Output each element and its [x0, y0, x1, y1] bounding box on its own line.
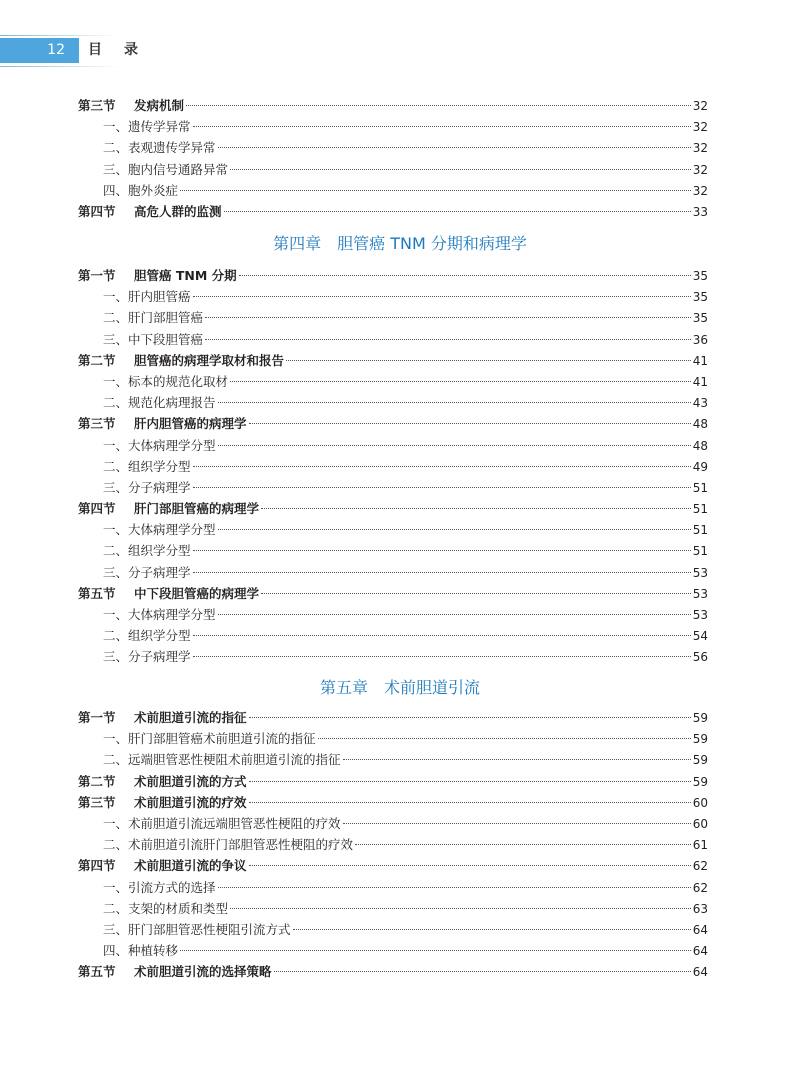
toc-subsection-entry[interactable] [78, 646, 708, 667]
subsection-title: 一、大体病理学分型 [103, 522, 216, 538]
toc-subsection-entry[interactable] [78, 898, 708, 919]
toc-section-entry[interactable] [78, 707, 708, 728]
page-ref: 54 [692, 629, 708, 644]
section-title: 术前胆道引流的争议 [134, 858, 247, 874]
page-ref: 35 [692, 311, 708, 326]
subsection-title: 四、胞外炎症 [103, 182, 179, 198]
toc-section-entry[interactable] [78, 583, 708, 604]
toc-block-chapter5 [78, 707, 708, 982]
toc-section-entry[interactable] [78, 265, 708, 286]
page-ref: 53 [692, 586, 708, 601]
toc-block-chapter3-tail [78, 95, 708, 222]
dot-leader [180, 190, 691, 191]
toc-subsection-entry[interactable] [78, 477, 708, 498]
toc-section-entry[interactable] [78, 792, 708, 813]
page-ref: 60 [692, 795, 708, 810]
dot-leader [343, 759, 691, 760]
page-ref: 51 [692, 523, 708, 538]
page-ref: 63 [692, 901, 708, 916]
subsection-title: 三、分子病理学 [103, 479, 191, 495]
subsection-title: 二、表观遗传学异常 [103, 140, 216, 156]
section-title: 胆管癌的病理学取材和报告 [134, 352, 285, 368]
dot-leader [193, 635, 691, 636]
subsection-title: 三、肝门部胆管恶性梗阻引流方式 [103, 921, 291, 937]
toc-subsection-entry[interactable] [78, 435, 708, 456]
page-ref: 32 [692, 141, 708, 156]
section-title: 胆管癌 TNM 分期 [134, 268, 237, 283]
subsection-title: 一、引流方式的选择 [103, 879, 216, 895]
toc-subsection-entry[interactable] [78, 834, 708, 855]
dot-leader [193, 126, 691, 127]
subsection-title: 一、遗传学异常 [103, 119, 191, 135]
subsection-title: 二、肝门部胆管癌 [103, 310, 204, 326]
subsection-title: 三、分子病理学 [103, 564, 191, 580]
toc-section-entry[interactable] [78, 771, 708, 792]
chapter-5-heading[interactable]: 第五章 术前胆道引流 [319, 678, 480, 697]
subsection-title: 一、标本的规范化取材 [103, 373, 229, 389]
page-ref: 41 [692, 353, 708, 368]
subsection-title: 二、规范化病理报告 [103, 395, 216, 411]
toc-section-entry[interactable] [78, 961, 708, 982]
page-ref: 61 [692, 838, 708, 853]
dot-leader [193, 487, 691, 488]
subsection-title: 一、大体病理学分型 [103, 437, 216, 453]
section-title: 术前胆道引流的指征 [134, 710, 247, 725]
section-number: 第二节 [78, 352, 116, 368]
page-ref: 51 [692, 544, 708, 559]
dot-leader [205, 339, 691, 340]
page-ref: 35 [692, 269, 708, 283]
dot-leader [249, 423, 691, 424]
dot-leader [239, 275, 691, 276]
section-number: 第五节 [78, 585, 116, 601]
page-ref: 59 [692, 753, 708, 768]
dot-leader [230, 169, 691, 170]
toc-section-entry[interactable] [78, 498, 708, 519]
dot-leader [218, 147, 691, 148]
section-number: 第一节 [78, 268, 116, 283]
section-number: 第一节 [78, 710, 116, 725]
page-ref: 48 [692, 438, 708, 453]
page-ref: 64 [692, 944, 708, 959]
toc-subsection-entry[interactable] [78, 562, 708, 583]
toc-section-entry[interactable] [78, 413, 708, 434]
subsection-title: 三、中下段胆管癌 [103, 331, 204, 347]
page-ref: 59 [692, 774, 708, 789]
toc-subsection-entry[interactable] [78, 813, 708, 834]
subsection-title: 三、分子病理学 [103, 649, 191, 665]
page-ref: 53 [692, 565, 708, 580]
page-ref: 32 [692, 162, 708, 177]
page-ref: 35 [692, 290, 708, 305]
subsection-title: 二、组织学分型 [103, 543, 191, 559]
header-rule-top [0, 35, 120, 36]
dot-leader [249, 865, 691, 866]
dot-leader [193, 466, 691, 467]
dot-leader [218, 445, 691, 446]
page-ref: 59 [692, 732, 708, 747]
dot-leader [230, 908, 691, 909]
section-title: 中下段胆管癌的病理学 [134, 585, 260, 601]
toc-section-entry[interactable] [78, 350, 708, 371]
page-number: 12 [0, 38, 79, 63]
subsection-title: 一、术前胆道引流远端胆管恶性梗阻的疗效 [103, 815, 341, 831]
toc-subsection-entry[interactable] [78, 728, 708, 749]
page-ref: 32 [692, 99, 708, 113]
section-number: 第四节 [78, 858, 116, 874]
dot-leader [274, 971, 691, 972]
dot-leader [230, 381, 691, 382]
toc-section-entry[interactable] [78, 201, 708, 222]
subsection-title: 二、术前胆道引流肝门部胆管恶性梗阻的疗效 [103, 837, 354, 853]
subsection-title: 一、肝内胆管癌 [103, 289, 191, 305]
section-title: 高危人群的监测 [134, 203, 222, 219]
dot-leader [286, 360, 691, 361]
subsection-title: 二、远端胆管恶性梗阻术前胆道引流的指征 [103, 752, 341, 768]
toc-subsection-entry[interactable] [78, 392, 708, 413]
toc-subsection-entry[interactable] [78, 749, 708, 770]
section-title: 术前胆道引流的选择策略 [134, 964, 272, 980]
toc-subsection-entry[interactable] [78, 137, 708, 158]
toc-subsection-entry[interactable] [78, 456, 708, 477]
toc-subsection-entry[interactable] [78, 159, 708, 180]
page-ref: 59 [692, 711, 708, 725]
dot-leader [218, 614, 691, 615]
section-title: 术前胆道引流的疗效 [134, 794, 247, 810]
dot-leader [205, 317, 691, 318]
page-ref: 64 [692, 922, 708, 937]
dot-leader [261, 508, 691, 509]
toc-block-chapter4 [78, 265, 708, 668]
dot-leader [249, 802, 691, 803]
toc-subsection-entry[interactable] [78, 519, 708, 540]
subsection-title: 四、种植转移 [103, 943, 179, 959]
chapter-4-heading[interactable]: 第四章 胆管癌 TNM 分期和病理学 [273, 234, 527, 253]
toc-subsection-entry[interactable] [78, 877, 708, 898]
dot-leader [186, 105, 691, 106]
dot-leader [193, 656, 691, 657]
section-number: 第四节 [78, 203, 116, 219]
dot-leader [193, 572, 691, 573]
page-ref: 49 [692, 459, 708, 474]
toc-subsection-entry[interactable] [78, 180, 708, 201]
subsection-title: 二、组织学分型 [103, 458, 191, 474]
toc-subsection-entry[interactable] [78, 307, 708, 328]
header-title-char: 目 [88, 42, 102, 58]
page-ref: 53 [692, 608, 708, 622]
dot-leader [293, 929, 691, 930]
dot-leader [193, 296, 691, 297]
section-number: 第三节 [78, 416, 116, 432]
toc-subsection-entry[interactable] [78, 286, 708, 307]
toc-subsection-entry[interactable] [78, 329, 708, 350]
dot-leader [180, 950, 691, 951]
section-number: 第四节 [78, 501, 116, 517]
dot-leader [249, 717, 691, 718]
page-ref: 36 [692, 332, 708, 347]
running-header [0, 36, 138, 65]
page-ref: 56 [692, 650, 708, 665]
toc-subsection-entry[interactable] [78, 116, 708, 137]
page-ref: 41 [692, 374, 708, 389]
subsection-title: 二、组织学分型 [103, 628, 191, 644]
subsection-title: 二、支架的材质和类型 [103, 900, 229, 916]
section-number: 第二节 [78, 773, 116, 789]
page-ref: 62 [692, 859, 708, 874]
section-number: 第三节 [78, 98, 116, 113]
page-ref: 33 [692, 204, 708, 219]
page-ref: 32 [692, 120, 708, 135]
dot-leader [218, 887, 691, 888]
section-title: 肝内胆管癌的病理学 [134, 416, 247, 432]
page-ref: 51 [692, 502, 708, 517]
dot-leader [343, 823, 691, 824]
dot-leader [355, 844, 691, 845]
dot-leader [249, 781, 691, 782]
dot-leader [261, 593, 691, 594]
page-ref: 62 [692, 880, 708, 895]
toc-subsection-entry[interactable] [78, 625, 708, 646]
subsection-title: 三、胞内信号通路异常 [103, 161, 229, 177]
section-title: 肝门部胆管癌的病理学 [134, 501, 260, 517]
section-title: 发病机制 [134, 98, 185, 113]
header-rule-bottom [0, 66, 120, 67]
toc-subsection-entry[interactable] [78, 371, 708, 392]
toc-section-entry[interactable] [78, 855, 708, 876]
dot-leader [218, 529, 691, 530]
section-number: 第三节 [78, 794, 116, 810]
subsection-title: 一、肝门部胆管癌术前胆道引流的指征 [103, 731, 316, 747]
dot-leader [224, 211, 691, 212]
toc-subsection-entry[interactable] [78, 919, 708, 940]
dot-leader [193, 550, 691, 551]
section-title: 术前胆道引流的方式 [134, 773, 247, 789]
dot-leader [318, 738, 691, 739]
header-title-char: 录 [124, 42, 138, 58]
toc-subsection-entry[interactable] [78, 940, 708, 961]
section-number: 第五节 [78, 964, 116, 980]
page-ref: 32 [692, 183, 708, 198]
page-ref: 51 [692, 480, 708, 495]
toc-subsection-entry[interactable] [78, 604, 708, 625]
page-ref: 48 [692, 417, 708, 432]
dot-leader [218, 402, 691, 403]
page-ref: 43 [692, 396, 708, 411]
page-ref: 60 [692, 816, 708, 831]
page-ref: 64 [692, 965, 708, 980]
subsection-title: 一、大体病理学分型 [103, 607, 216, 622]
toc-subsection-entry[interactable] [78, 540, 708, 561]
toc-section-entry[interactable] [78, 95, 708, 116]
